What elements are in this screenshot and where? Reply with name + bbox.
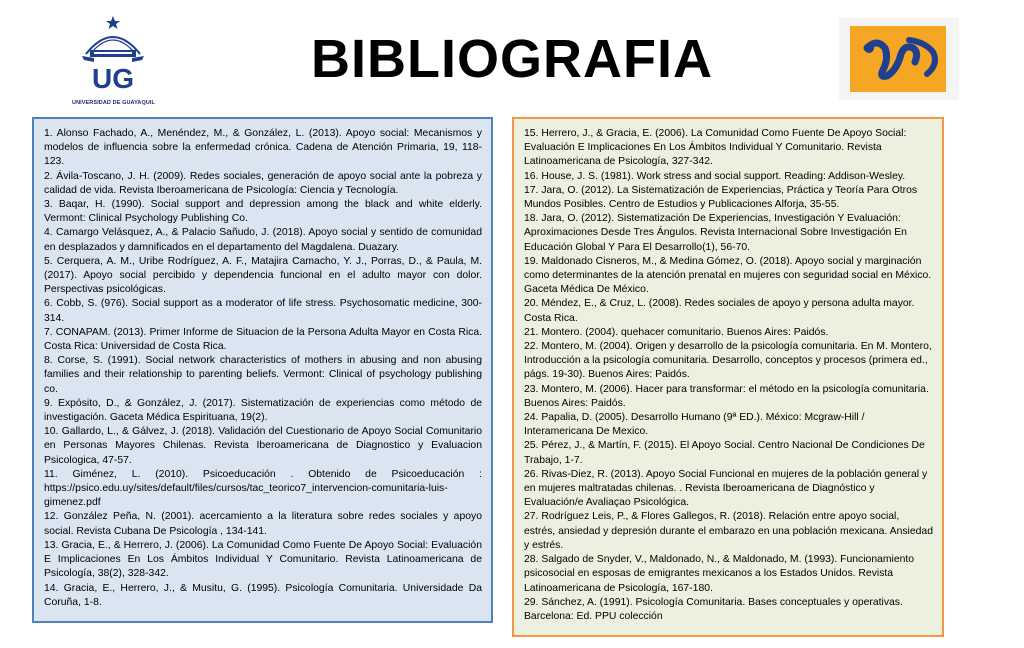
reference-item: 6. Cobb, S. (976). Social support as a moderator of life stress. Psychosomatic medicine, 300-314. (44, 298, 482, 324)
institution-logo-icon (839, 18, 959, 100)
reference-item: 16. House, J. S. (1981). Work stress and social support. Reading: Addison-Wesley. (524, 170, 906, 182)
references-right-panel (512, 117, 944, 637)
reference-item: 18. Jara, O. (2012). Sistematización De Experiencias, Investigación Y Evaluación: Aproximaciones Desde Tres Ángulos. Revista Internacional Sobre Investigación En Educación Global Y Para El Desarrollo(1), 56-70. (524, 213, 907, 253)
reference-item: 3. Baqar, H. (1990). Social support and depression among the black and white elderly. Vermont: Clinical Psychology Publishing Co. (44, 199, 482, 225)
references-left-panel (32, 117, 493, 623)
reference-item: 27. Rodríguez Leis, P., & Flores Gallegos, R. (2018). Relación entre apoyo social, estrés, ansiedad y depresión durante el embarazo en una población mexicana. Ansiedad y estrés. (524, 511, 933, 551)
reference-item: 15. Herrero, J., & Gracia, E. (2006). La Comunidad Como Fuente De Apoyo Social: Evaluación E Implicaciones En Los Ámbitos Individual Y Comunitario. Revista Latinoamericana de Psicología, 327-342. (524, 128, 907, 168)
institution-logo (839, 18, 959, 100)
reference-item: 7. CONAPAM. (2013). Primer Informe de Situacion de la Persona Adulta Mayor en Costa Rica. Costa Rica: Universidad de Costa Rica. (44, 326, 482, 353)
reference-item: 1. Alonso Fachado, A., Menéndez, M., & González, L. (2013). Apoyo social: Mecanismos y modelos de influencia sobre la enfermedad crónica. Cadena de Atención Primaria, 19, 118-123. (44, 128, 482, 168)
reference-item: 9. Expósito, D., & González, J. (2017). Sistematización de experiencias como método de investigación. Gaceta Médica Espirituana, 19(2). (44, 397, 482, 424)
reference-item: 28. Salgado de Snyder, V., Maldonado, N., & Maldonado, M. (1993). Funcionamiento psicosocial en esposas de emigrantes mexicanos a los Estados Unidos. Revista Latinoamericana de Psicología, 167-180. (524, 554, 915, 594)
reference-item: 21. Montero. (2004). quehacer comunitario. Buenos Aires: Paidós. (524, 326, 829, 338)
reference-item: 11. Giménez, L. (2010). Psicoeducación . Obtenido de Psicoeducación : https://psico.edu.uy/sites/default/files/cursos/tac_teorico7_intervencion-comunitaria-luis-gimenez.pdf (44, 468, 482, 509)
reference-item: 20. Méndez, E., & Cruz, L. (2008). Redes sociales de apoyo y persona adulta mayor. Costa Rica. (524, 298, 915, 324)
ug-logo-text: UG (92, 63, 134, 94)
reference-item: 23. Montero, M. (2006). Hacer para transformar: el método en la psicología comunitaria. Buenos Aires: Paidós. (524, 383, 929, 409)
reference-item: 12. González Peña, N. (2001). acercamiento a la literatura sobre redes sociales y apoyo social. Revista Cubana De Psicología , 134-141. (44, 511, 482, 537)
reference-item: 10. Gallardo, L., & Gálvez, J. (2018). Validación del Cuestionario de Apoyo Social Comunitario en Personas Mayores Chilenas. Revista Iberoamericana de Diagnostico y Evaluacion Psicologica, 47-57. (44, 426, 482, 466)
reference-item: 4. Camargo Velásquez, A., & Palacio Sañudo, J. (2018). Apoyo social y sentido de comunidad en desplazados y damnificados en el departamento del Magdalena. Duazary. (44, 227, 482, 253)
reference-item: 29. Sánchez, A. (1991). Psicología Comunitaria. Bases conceptuales y operativas. Barcelona: Ed. PPU colección (524, 596, 903, 622)
reference-item: 5. Cerquera, A. M., Uribe Rodríguez, A. F., Matajira Camacho, Y. J., Porras, D., & Paula, M. (2017). Apoyo social percibido y dependencia funcional en el adulto mayor con dolor. Perspectivas psicológicas. (44, 255, 482, 296)
reference-item: 14. Gracia, E., Herrero, J., & Musitu, G. (1995). Psicología Comunitaria. Universidade Da Coruña, 1-8. (44, 582, 482, 608)
reference-item: 25. Pérez, J., & Martín, F. (2015). El Apoyo Social. Centro Nacional De Condiciones De Trabajo, 1-7. (524, 440, 925, 466)
reference-item: 17. Jara, O. (2012). La Sistematización de Experiencias, Práctica y Teoría Para Otros Mundos Posibles. Centro de Estudios y Publicaciones Alforja, 35-55. (524, 184, 918, 211)
reference-item: 24. Papalia, D. (2005). Desarrollo Humano (9ª ED.). México: Mcgraw-Hill / Interamericana De Mexico. (524, 412, 865, 438)
reference-item: 19. Maldonado Cisneros, M., & Medina Gómez, O. (2018). Apoyo social y marginación como determinantes de la atención prenatal en mujeres con seguridad social en México. Gaceta Médica De México. (524, 255, 932, 296)
reference-item: 26. Rivas-Diez, R. (2013). Apoyo Social Funcional en mujeres de la población general y en mujeres maltratadas chilenas. . Revista Iberoamericana de Diagnóstico y Evaluación/e Avaliaçao Psicológica. (524, 468, 928, 509)
reference-item: 2. Ávila-Toscano, J. H. (2009). Redes sociales, generación de apoyo social ante la pobreza y calidad de vida. Revista Iberoamericana de Psicología: Ciencia y Tecnología. (44, 170, 482, 196)
reference-item: 22. Montero, M. (2004). Origen y desarrollo de la psicología comunitaria. En M. Montero, Introducción a la psicología comunitaria. Desarrollo, conceptos y procesos (primera ed., págs. 19-30). Buenos Aires: Paidós. (524, 341, 932, 381)
reference-item: 8. Corse, S. (1991). Social network characteristics of mothers in abusing and non abusing families and their relationship to parenting beliefs. Vermont: Clinical of psychology publishing co. (44, 355, 482, 395)
page-title: BIBLIOGRAFIA (311, 29, 713, 89)
reference-item: 13. Gracia, E., & Herrero, J. (2006). La Comunidad Como Fuente De Apoyo Social: Evaluación E Implicaciones En Los Ámbitos Individual Y Comunitario. Revista Latinoamericana de Psicología, 38(2), 328-342. (44, 539, 482, 580)
university-caption: UNIVERSIDAD DE GUAYAQUIL (72, 100, 155, 106)
